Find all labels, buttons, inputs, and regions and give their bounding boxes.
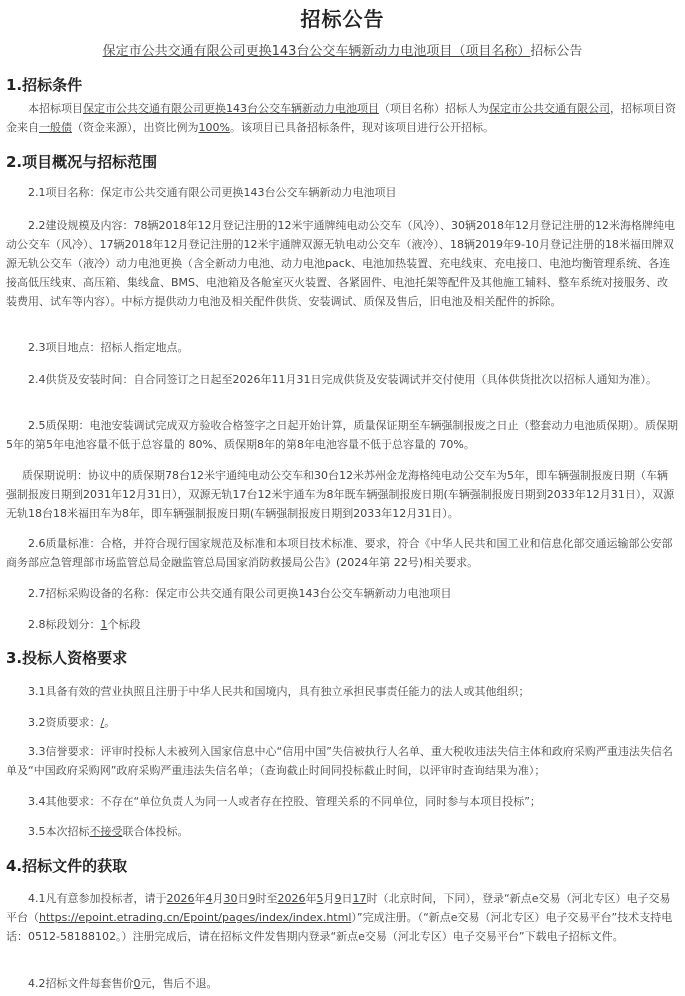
item-2-6: 2.6质量标准：合格，并符合现行国家规范及标准和本项目技术标准、要求，符合《中华人民共和国工业和信息化部交通运输部公安部商务部应急管理部市场监管总局金融监管总局国家消防救援局公告》(2024年第 22号)相关要求。 <box>6 537 673 569</box>
text-segment: ）”完成注册。（“新点e交易（河北专区）电子交易平台”技术支持电话：0512-58188102。）注册完成后，请在招标文件发售期内登录“新点e交易（河北专区）电子交易平台”下载电子招标文件。 <box>6 911 673 943</box>
end-day: 9 <box>334 892 342 905</box>
item-3-5 <box>6 822 678 841</box>
text-segment: 3.5本次招标 <box>28 825 90 838</box>
section-heading-1: 1.招标条件 <box>6 76 83 94</box>
text-segment: 4.2招标文件每套售价 <box>28 977 134 990</box>
text-segment: 时至 <box>255 892 278 905</box>
end-month: 5 <box>316 892 324 905</box>
text-segment: 月 <box>323 892 335 905</box>
consortium-underlined: 不接受 <box>89 825 123 838</box>
subtitle-project-name: 保定市公共交通有限公司更换143台公交车辆新动力电池项目（项目名称） <box>102 44 531 59</box>
text-segment: 日 <box>341 892 353 905</box>
fund-source-underlined: 一般债 <box>39 121 72 134</box>
item-2-7: 2.7招标采购设备的名称：保定市公共交通有限公司更换143台公交车辆新动力电池项目 <box>28 587 452 600</box>
section-heading-2: 2.项目概况与招标范围 <box>6 153 158 171</box>
item-2-2: 2.2建设规模及内容：78辆2018年12月登记注册的12米宇通牌纯电动公交车（风冷）、30辆2018年12月登记注册的12米海格牌纯电动公交车（风冷）、17辆2018年12月登记注册的12米宇通牌双源无轨电动公交车（液冷）、18辆2019年9-10月登记注册的18米福田牌双源无轨公交车（液冷）动力电池更换（含全新动力电池、动力电池pack、电池加热装置、充电线束、充电接口、电池均衡管理系统、各连接高低压线束、高压箱、集线盒、BMS、电池箱及各舱室灭火装置、各紧固件、电池托架等配件及其他施工辅料、整车系统对接服务、改装费用、试车等内容）。中标方提供动力电池及相关配件供货、安装调试、质保及售后，旧电池及相关配件的拆除。 <box>6 219 675 308</box>
text-segment: （项目名称）招标人为 <box>379 102 489 115</box>
start-day: 30 <box>223 892 238 905</box>
text-segment: （资金来源），出资比例为 <box>72 121 199 134</box>
end-year: 2026 <box>277 892 306 905</box>
platform-link[interactable]: https://epoint.etrading.cn/Epoint/pages/index/index.html <box>39 911 352 924</box>
tenderer-underlined: 保定市公共交通有限公司 <box>489 102 610 115</box>
qualification-underlined: / <box>100 716 105 729</box>
tender-conditions-paragraph <box>6 99 678 137</box>
item-2-1: 2.1项目名称：保定市公共交通有限公司更换143台公交车辆新动力电池项目 <box>28 186 397 199</box>
lot-count-underlined: 1 <box>100 618 108 631</box>
text-segment: 年 <box>194 892 206 905</box>
section-heading-4: 4.招标文件的获取 <box>6 857 128 875</box>
text-segment: 时（北京时间，下同），登录“新点e交易（河北专区）电子交易平台（ <box>6 892 671 924</box>
item-2-4: 2.4供货及安装时间：自合同签订之日起至2026年11月31日完成供货及安装调试并交付使用（具体供货批次以招标人通知为准）。 <box>28 373 657 386</box>
text-segment: 日 <box>237 892 249 905</box>
item-2-3: 2.3项目地点：招标人指定地点。 <box>28 341 189 354</box>
text-segment: 年 <box>305 892 317 905</box>
start-year: 2026 <box>166 892 195 905</box>
page-title: 招标公告 <box>300 7 385 31</box>
text-segment: ，招标项目资金来自 <box>6 102 676 134</box>
item-3-3: 3.3信誉要求：评审时投标人未被列入国家信息中心“信用中国”失信被执行人名单、重大税收违法失信主体和政府采购严重违法失信名单及“中国政府采购网”政府采购严重违法失信名单；（查询截止时间同投标截止时间，以评审时查询结果为准）； <box>6 745 673 777</box>
end-hour: 17 <box>352 892 367 905</box>
item-2-8 <box>6 615 678 634</box>
text-segment: 3.2资质要求： <box>28 716 101 729</box>
project-name-underlined: 保定市公共交通有限公司更换143台公交车辆新动力电池项目 <box>83 102 379 115</box>
item-2-5: 2.5质保期：电池安装调试完成双方验收合格签字之日起开始计算，质量保证期至车辆强制报废之日止（整套动力电池质保期）。质保期5年的第5年电池容量不低于总容量的 80%、质保期8年的第8年电池容量不低于总容量的 70%。 <box>6 419 678 451</box>
text-segment: 个标段 <box>107 618 141 631</box>
text-segment: 2.8标段划分： <box>28 618 101 631</box>
text-segment: 本招标项目 <box>28 102 83 115</box>
subtitle-suffix: 招标公告 <box>530 44 583 59</box>
item-4-1 <box>6 889 678 946</box>
text-segment: 月 <box>212 892 224 905</box>
text-segment: 元，售后不退。 <box>140 977 218 990</box>
start-hour: 9 <box>248 892 256 905</box>
text-segment: 联合体投标。 <box>122 825 189 838</box>
section-heading-3: 3.投标人资格要求 <box>6 649 128 667</box>
fund-ratio-underlined: 100% <box>198 121 230 134</box>
item-3-4: 3.4其他要求：不存在“单位负责人为同一人或者存在控股、管理关系的不同单位，同时参与本项目投标”； <box>28 795 541 808</box>
price-underlined: 0 <box>133 977 141 990</box>
start-month: 4 <box>205 892 213 905</box>
warranty-note: 质保期说明：协议中的质保期78台12米宇通纯电动公交车和30台12米苏州金龙海格纯电动公交车为5年，即车辆强制报废日期（车辆强制报废日期到2031年12月31日），双源无轨17台12米宇通车为8年既车辆强制报废日期(车辆强制报废日期到2033年12月31日），双源无轨18台18米福田车为8年，即车辆强制报废日期(车辆强制报废日期到2033年12月31日）。 <box>6 469 675 520</box>
text-segment: 4.1凡有意参加投标者，请于 <box>28 892 167 905</box>
text-segment: 。该项目已具备招标条件，现对该项目进行公开招标。 <box>229 121 494 134</box>
item-4-2 <box>6 974 678 993</box>
item-3-2 <box>6 713 678 732</box>
page-subtitle <box>0 40 685 59</box>
text-segment: 。 <box>104 716 116 729</box>
item-3-1: 3.1具备有效的营业执照且注册于中华人民共和国境内，具有独立承担民事责任能力的法人或其他组织； <box>28 685 530 698</box>
